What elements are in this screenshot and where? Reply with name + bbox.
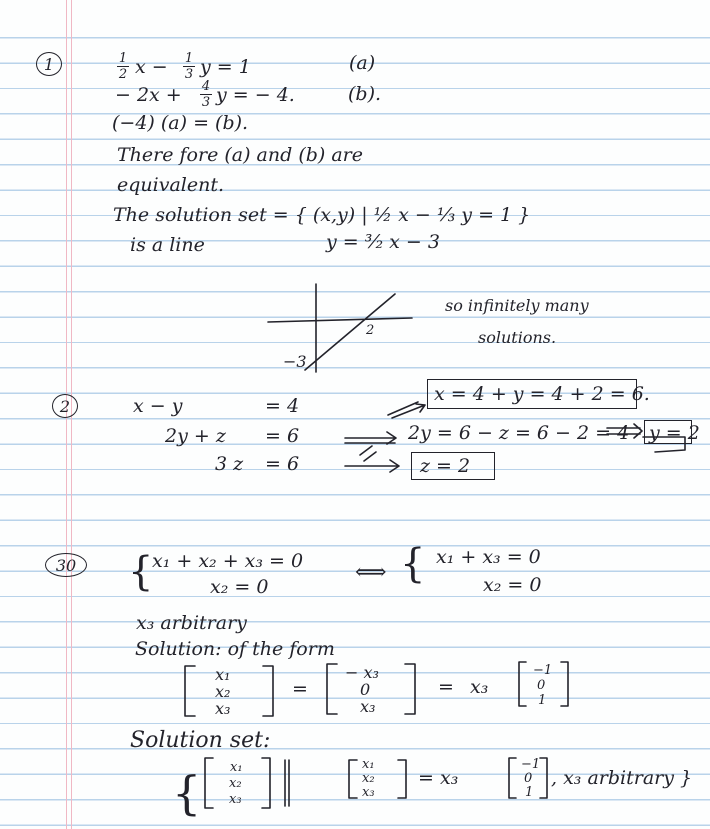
x-solution: x = 4 + y = 4 + 2 = 6. bbox=[434, 383, 650, 405]
vec-mid-entry: − x₃ bbox=[345, 663, 379, 682]
basis-entry: 1 bbox=[538, 693, 547, 708]
set-vec-entry: x₁ bbox=[362, 757, 375, 772]
eq-b-text: y = − 4. bbox=[216, 84, 295, 106]
basis-entry: 0 bbox=[537, 678, 546, 693]
vec-mid-entry: 0 bbox=[360, 680, 371, 699]
eq-a-label: (a) bbox=[349, 52, 376, 74]
vec-x-entry: x₁ bbox=[215, 665, 231, 684]
system-row-2-right: = 6 bbox=[265, 425, 300, 447]
solution-form-text: Solution: of the form bbox=[135, 638, 335, 660]
fraction-third: 1 3 bbox=[184, 51, 194, 82]
system-row-1-left: x − y bbox=[133, 395, 183, 417]
fraction-half: 1 2 bbox=[118, 51, 128, 82]
system1-row-2: x₂ = 0 bbox=[210, 576, 269, 598]
vec-x-entry: x₂ bbox=[215, 682, 231, 701]
is-a-line-text: is a line bbox=[130, 234, 205, 256]
eq-b-label: (b). bbox=[348, 83, 382, 105]
eq-b-text: − 2x + bbox=[115, 84, 182, 106]
vec-mid-entry: x₃ bbox=[360, 697, 376, 716]
eq-a-text: x − bbox=[135, 56, 168, 78]
x3-coefficient: x₃ bbox=[440, 767, 459, 789]
solution-set-label: Solution set: bbox=[130, 728, 271, 753]
therefore-text: There fore (a) and (b) are bbox=[117, 144, 363, 166]
vec-x-entry: x₃ bbox=[215, 699, 231, 718]
basis-entry: 1 bbox=[525, 785, 534, 800]
problem-number-2: 2 bbox=[52, 394, 78, 418]
infinitely-text: so infinitely many bbox=[445, 296, 589, 315]
set-vec-entry: x₃ bbox=[362, 785, 375, 800]
graph-label-2: 2 bbox=[366, 323, 375, 338]
x3-coefficient: x₃ bbox=[470, 676, 489, 698]
graph-label-minus-3: −3 bbox=[283, 352, 307, 371]
system1-row-1: x₁ + x₂ + x₃ = 0 bbox=[152, 550, 304, 572]
arbitrary-text: x₃ arbitrary bbox=[136, 612, 247, 634]
equals-sign: = bbox=[292, 678, 308, 700]
set-vec-entry: x₂ bbox=[229, 776, 242, 791]
z-solution: z = 2 bbox=[420, 455, 471, 477]
solutions-text: solutions. bbox=[478, 328, 557, 347]
y-work: 2y = 6 − z = 6 − 2 = 4 bbox=[408, 422, 630, 444]
system-row-3-right: = 6 bbox=[265, 453, 300, 475]
equivalence-arrow: ⟺ bbox=[355, 560, 387, 585]
system2-row-2: x₂ = 0 bbox=[483, 574, 542, 596]
set-left-brace: { bbox=[172, 766, 202, 820]
set-vec-entry: x₂ bbox=[362, 771, 375, 786]
left-brace-2: { bbox=[400, 541, 426, 587]
problem-number-1: 1 bbox=[36, 52, 62, 76]
x3-arbitrary-text: , x₃ arbitrary } bbox=[551, 767, 693, 789]
fraction-four-thirds: 4 3 bbox=[201, 79, 211, 110]
problem-number-30: 30 bbox=[45, 553, 87, 577]
set-vec-entry: x₃ bbox=[229, 792, 242, 807]
system2-row-1: x₁ + x₃ = 0 bbox=[436, 546, 541, 568]
left-brace-1: { bbox=[128, 549, 154, 595]
system-row-3-left: 3 z bbox=[215, 453, 244, 475]
equivalent-text: equivalent. bbox=[117, 174, 225, 196]
line-equation: y = ³⁄₂ x − 3 bbox=[326, 231, 440, 253]
solution-set-text: The solution set = { (x,y) | ½ x − ⅓ y = 1 } bbox=[113, 204, 531, 226]
eq-a-text: y = 1 bbox=[200, 56, 251, 78]
basis-entry: −1 bbox=[521, 757, 541, 772]
set-vec-entry: x₁ bbox=[230, 760, 243, 775]
relation-text: (−4) (a) = (b). bbox=[112, 112, 249, 134]
equals-sign: = bbox=[418, 767, 434, 789]
basis-entry: −1 bbox=[533, 663, 553, 678]
system-row-1-right: = 4 bbox=[265, 395, 300, 417]
y-solution: y = 2 bbox=[649, 422, 700, 444]
system-row-2-left: 2y + z bbox=[165, 425, 226, 447]
basis-entry: 0 bbox=[524, 771, 533, 786]
equals-sign: = bbox=[438, 676, 454, 698]
